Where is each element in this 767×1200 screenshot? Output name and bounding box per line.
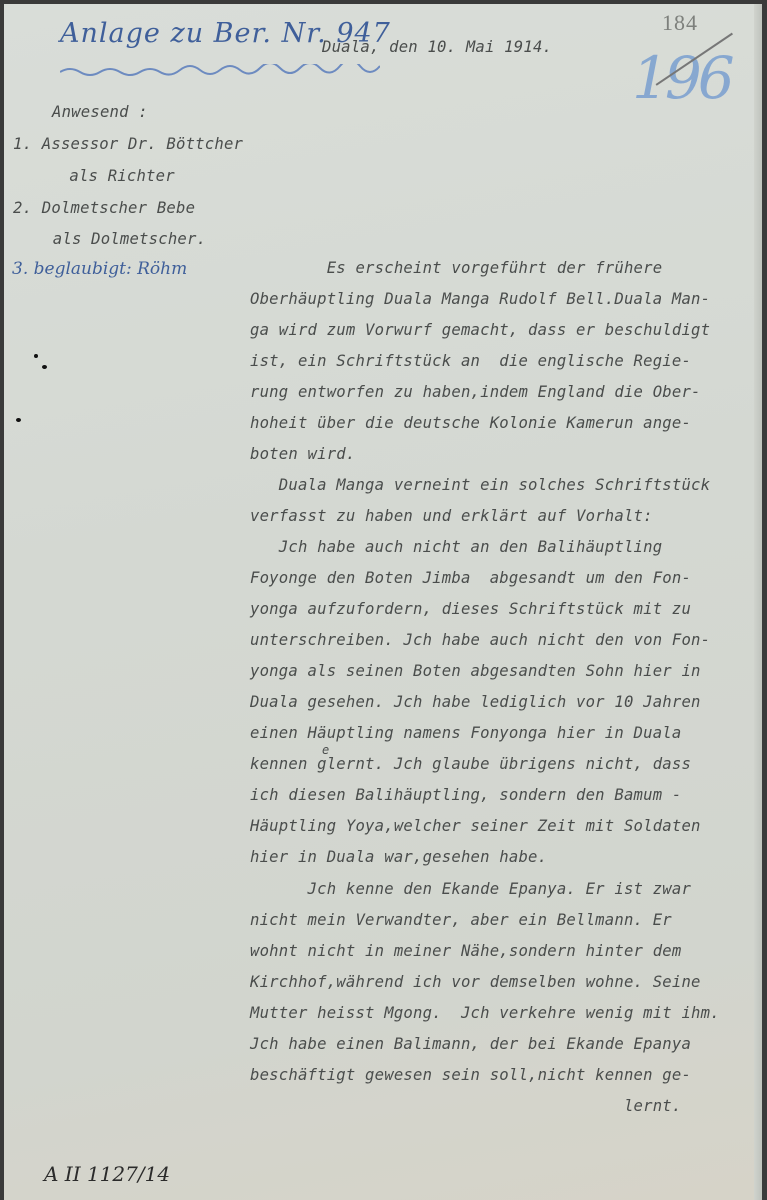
handwritten-attachment-note: Anlage zu Ber. Nr. 947 [60,18,391,49]
body-line: hoheit über die deutsche Kolonie Kamerun ange- [250,414,692,432]
body-line: wohnt nicht in meiner Nähe,sondern hinter dem [250,942,682,960]
body-line: ga wird zum Vorwurf gemacht, dass er beschuldigt [250,321,711,339]
body-line: Häuptling Yoya,welcher seiner Zeit mit Soldaten [250,817,701,835]
wavy-underline-icon [60,64,380,78]
archive-number: 184 [662,10,698,35]
paper-speck [34,354,38,358]
body-line: Oberhäuptling Duala Manga Rudolf Bell.Duala Man- [250,290,711,308]
body-line: Duala gesehen. Jch habe lediglich vor 10 Jahren [250,693,701,711]
paper-speck [42,365,47,369]
document-page [4,4,762,1200]
body-line: yonga als seinen Boten abgesandten Sohn hier in [250,662,701,680]
body-line: beschäftigt gewesen sein soll,nicht kennen ge- [250,1066,692,1084]
body-line: Kirchhof,während ich vor demselben wohne. Seine [250,973,701,991]
body-line: einen Häuptling namens Fonyonga hier in Duala [250,724,682,742]
attendees-label: Anwesend : [52,103,148,121]
body-line: Jch habe einen Balimann, der bei Ekande Epanya [250,1035,692,1053]
folio-number: 196 [632,44,731,112]
attendee-line: 1. Assessor Dr. Böttcher [13,135,244,153]
body-line: Mutter heisst Mgong. Jch verkehre wenig mit ihm. [250,1004,720,1022]
body-line: Jch habe auch nicht an den Balihäuptling [250,538,663,556]
body-line: ich diesen Balihäuptling, sondern den Bamum - [250,786,682,804]
body-line: nicht mein Verwandter, aber ein Bellmann. Er [250,911,672,929]
body-line: rung entworfen zu haben,indem England die Ober- [250,383,701,401]
body-line: Jch kenne den Ekande Epanya. Er ist zwar [250,880,692,898]
handwritten-certification-note: 3. beglaubigt: Röhm [12,259,188,279]
body-line: kennen glernt. Jch glaube übrigens nicht, dass [250,755,692,773]
body-line: yonga aufzufordern, dieses Schriftstück mit zu [250,600,692,618]
attendee-line: 2. Dolmetscher Bebe [13,199,196,217]
place-date: Duala, den 10. Mai 1914. [322,38,553,56]
attendee-line: als Dolmetscher. [24,230,207,248]
body-line: unterschreiben. Jch habe auch nicht den von Fon- [250,631,711,649]
body-line: lernt. [250,1097,682,1115]
body-line: ist, ein Schriftstück an die englische Regie- [250,352,692,370]
body-line: Es erscheint vorgeführt der frühere [250,259,663,277]
body-line: hier in Duala war,gesehen habe. [250,848,548,866]
body-line: boten wird. [250,445,356,463]
body-line: Duala Manga verneint ein solches Schriftstück [250,476,711,494]
body-line: verfasst zu haben und erklärt auf Vorhalt: [250,507,653,525]
paper-speck [16,418,21,422]
interlinear-insert: e [322,743,330,757]
body-line: Foyonge den Boten Jimba abgesandt um den Fon- [250,569,692,587]
attendee-line: als Richter [31,167,175,185]
handwritten-registry-number: A II 1127/14 [44,1162,171,1186]
